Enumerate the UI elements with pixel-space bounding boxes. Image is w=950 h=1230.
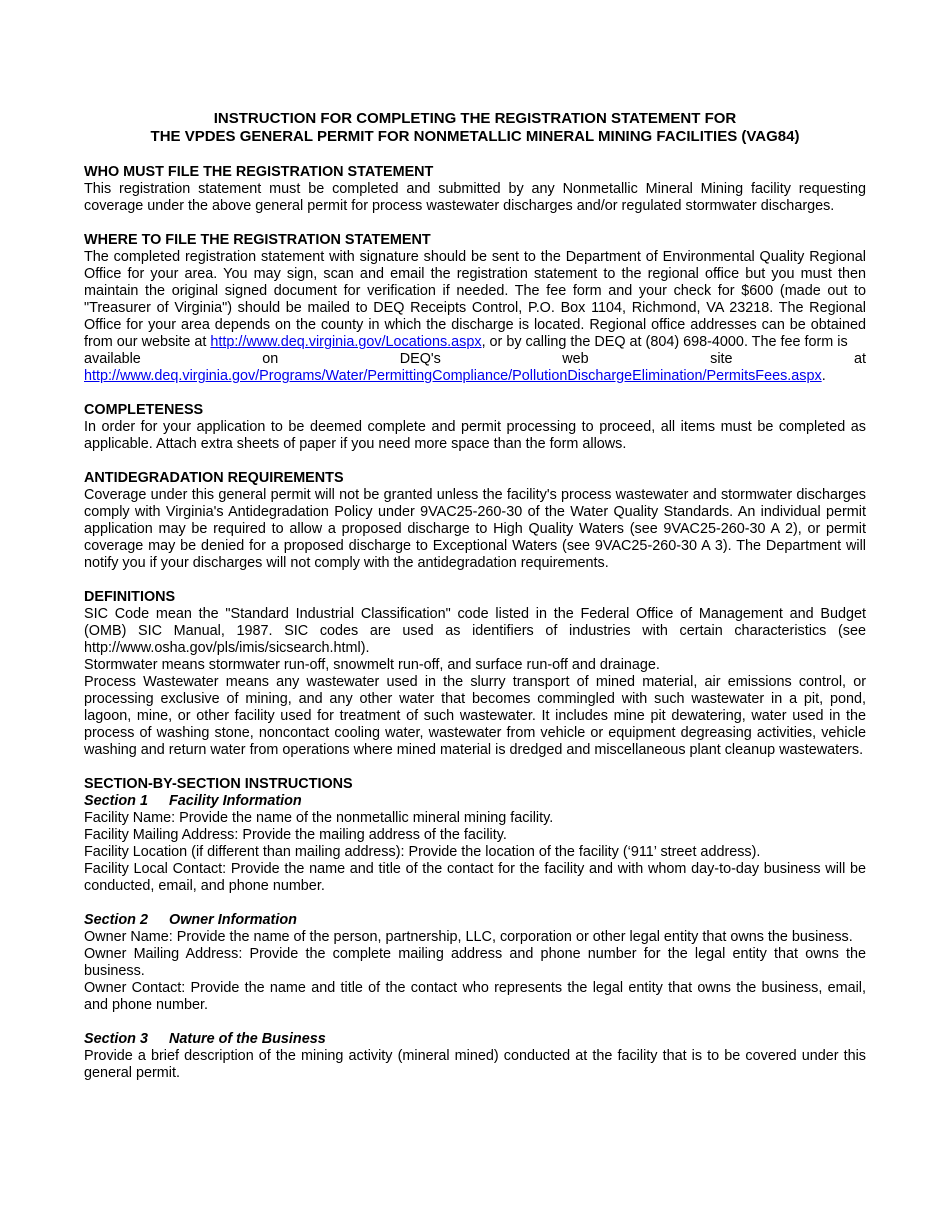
section-3-title: Nature of the Business bbox=[169, 1031, 326, 1047]
where-spread-line bbox=[84, 351, 866, 368]
who-section bbox=[84, 164, 866, 215]
where-text-3: . bbox=[821, 368, 826, 384]
section-3-number: Section 3 bbox=[84, 1031, 148, 1047]
section-2-title: Owner Information bbox=[169, 912, 297, 928]
completeness-heading: COMPLETENESS bbox=[84, 402, 204, 418]
section-3 bbox=[84, 1031, 866, 1082]
section-1 bbox=[84, 776, 866, 895]
title-line-2: THE VPDES GENERAL PERMIT FOR NONMETALLIC MINERAL MINING FACILITIES (VAG84) bbox=[150, 128, 800, 145]
fee-link-line bbox=[84, 368, 866, 385]
section-1-item: Facility Location (if different than mailing address): Provide the location of the facility (‘911’ street address). bbox=[84, 844, 761, 860]
definition-stormwater: Stormwater means stormwater run-off, snowmelt run-off, and surface run-off and drainage. bbox=[84, 657, 660, 673]
antidegradation-section bbox=[84, 470, 866, 572]
section-3-heading bbox=[84, 1031, 866, 1048]
spread-word: DEQ's bbox=[399, 351, 441, 367]
definition-process-wastewater: Process Wastewater means any wastewater used in the slurry transport of mined material, air emissions control, or processing exclusive of mining, and any other water that becomes commingled with such wastewater in a pit, pond, lagoon, mine, or other facility used for treatment of such wastewater. It includes mine pit dewatering, water used in the process of washing stone, noncontact cooling water, wastewater from vehicle or equipment degreasing activities, vehicle washing and return water from operations where mined material is dredged and miscellaneous plant cleanup wastewaters. bbox=[84, 674, 866, 758]
regional-offices-link[interactable]: http://www.deq.virginia.gov/Locations.aspx bbox=[210, 334, 482, 350]
where-section bbox=[84, 232, 866, 385]
section-1-number: Section 1 bbox=[84, 793, 148, 809]
completeness-text: In order for your application to be deemed complete and permit processing to proceed, all items must be completed as applicable. Attach extra sheets of paper if you need more space than the form allows. bbox=[84, 419, 866, 452]
spread-word: web bbox=[562, 351, 589, 367]
section-1-item: Facility Local Contact: Provide the name and title of the contact for the facility and with whom day-to-day business will be conducted, email, and phone number. bbox=[84, 861, 866, 894]
section-2 bbox=[84, 912, 866, 1014]
section-2-heading bbox=[84, 912, 866, 929]
where-heading: WHERE TO FILE THE REGISTRATION STATEMENT bbox=[84, 232, 431, 248]
permit-fees-link[interactable]: http://www.deq.virginia.gov/Programs/Water/PermittingCompliance/PollutionDischargeElimination/PermitsFees.aspx bbox=[84, 368, 822, 384]
definitions-section bbox=[84, 589, 866, 759]
where-text-1: The completed registration statement with signature should be sent to the Department of Environmental Quality Regional Office for your area. You may sign, scan and email the registration statement to the regional office but you must then maintain the original signed document for verification if needed. The fee form and your check for $600 (made out to "Treasurer of Virginia") should be mailed to DEQ Receipts Control, P.O. Box 1104, Richmond, VA 23218. The Regional Office for your area depends on the county in which the discharge is located. Regional office addresses can be obtained from our website at bbox=[84, 249, 866, 350]
page-title bbox=[84, 110, 866, 146]
where-text-2: , or by calling the DEQ at (804) 698-4000. The fee form is bbox=[481, 334, 848, 350]
document-page bbox=[84, 110, 866, 1099]
completeness-section bbox=[84, 402, 866, 453]
antidegradation-text: Coverage under this general permit will not be granted unless the facility's process wastewater and stormwater discharges comply with Virginia's Antidegradation Policy under 9VAC25-260-30 of the Water Quality Standards. An individual permit application may be required to allow a proposed discharge to High Quality Waters (see 9VAC25-260-30 A 2), or permit coverage may be denied for a proposed discharge to Exceptional Waters (see 9VAC25-260-30 A 3). The Department will notify you if your discharges will not comply with the antidegradation requirements. bbox=[84, 487, 866, 571]
who-text: This registration statement must be completed and submitted by any Nonmetallic Mineral Mining facility requesting coverage under the above general permit for process wastewater discharges and/or regulated stormwater discharges. bbox=[84, 181, 866, 214]
section-1-item: Facility Name: Provide the name of the nonmetallic mineral mining facility. bbox=[84, 810, 554, 826]
section-2-number: Section 2 bbox=[84, 912, 148, 928]
section-2-item: Owner Name: Provide the name of the person, partnership, LLC, corporation or other legal entity that owns the business. bbox=[84, 929, 853, 945]
section-2-item: Owner Mailing Address: Provide the complete mailing address and phone number for the legal entity that owns the business. bbox=[84, 946, 866, 979]
section-instructions-heading: SECTION-BY-SECTION INSTRUCTIONS bbox=[84, 776, 353, 792]
who-heading: WHO MUST FILE THE REGISTRATION STATEMENT bbox=[84, 164, 434, 180]
section-1-heading bbox=[84, 793, 866, 810]
section-1-item: Facility Mailing Address: Provide the mailing address of the facility. bbox=[84, 827, 507, 843]
definitions-heading: DEFINITIONS bbox=[84, 589, 176, 605]
title-line-1: INSTRUCTION FOR COMPLETING THE REGISTRATION STATEMENT FOR bbox=[213, 110, 737, 127]
spread-word: on bbox=[262, 351, 279, 367]
definition-sic: SIC Code mean the "Standard Industrial Classification" code listed in the Federal Office of Management and Budget (OMB) SIC Manual, 1987. SIC codes are used as identifiers of industries with certain characteristics (see http://www.osha.gov/pls/imis/sicsearch.html). bbox=[84, 606, 866, 656]
spread-word: at bbox=[853, 351, 866, 367]
antidegradation-heading: ANTIDEGRADATION REQUIREMENTS bbox=[84, 470, 344, 486]
section-1-title: Facility Information bbox=[169, 793, 302, 809]
where-text bbox=[84, 249, 866, 351]
spread-word: available bbox=[84, 351, 141, 367]
spread-word: site bbox=[710, 351, 733, 367]
section-2-item: Owner Contact: Provide the name and title of the contact who represents the legal entity that owns the business, email, and phone number. bbox=[84, 980, 866, 1013]
section-3-item: Provide a brief description of the mining activity (mineral mined) conducted at the facility that is to be covered under this general permit. bbox=[84, 1048, 866, 1081]
